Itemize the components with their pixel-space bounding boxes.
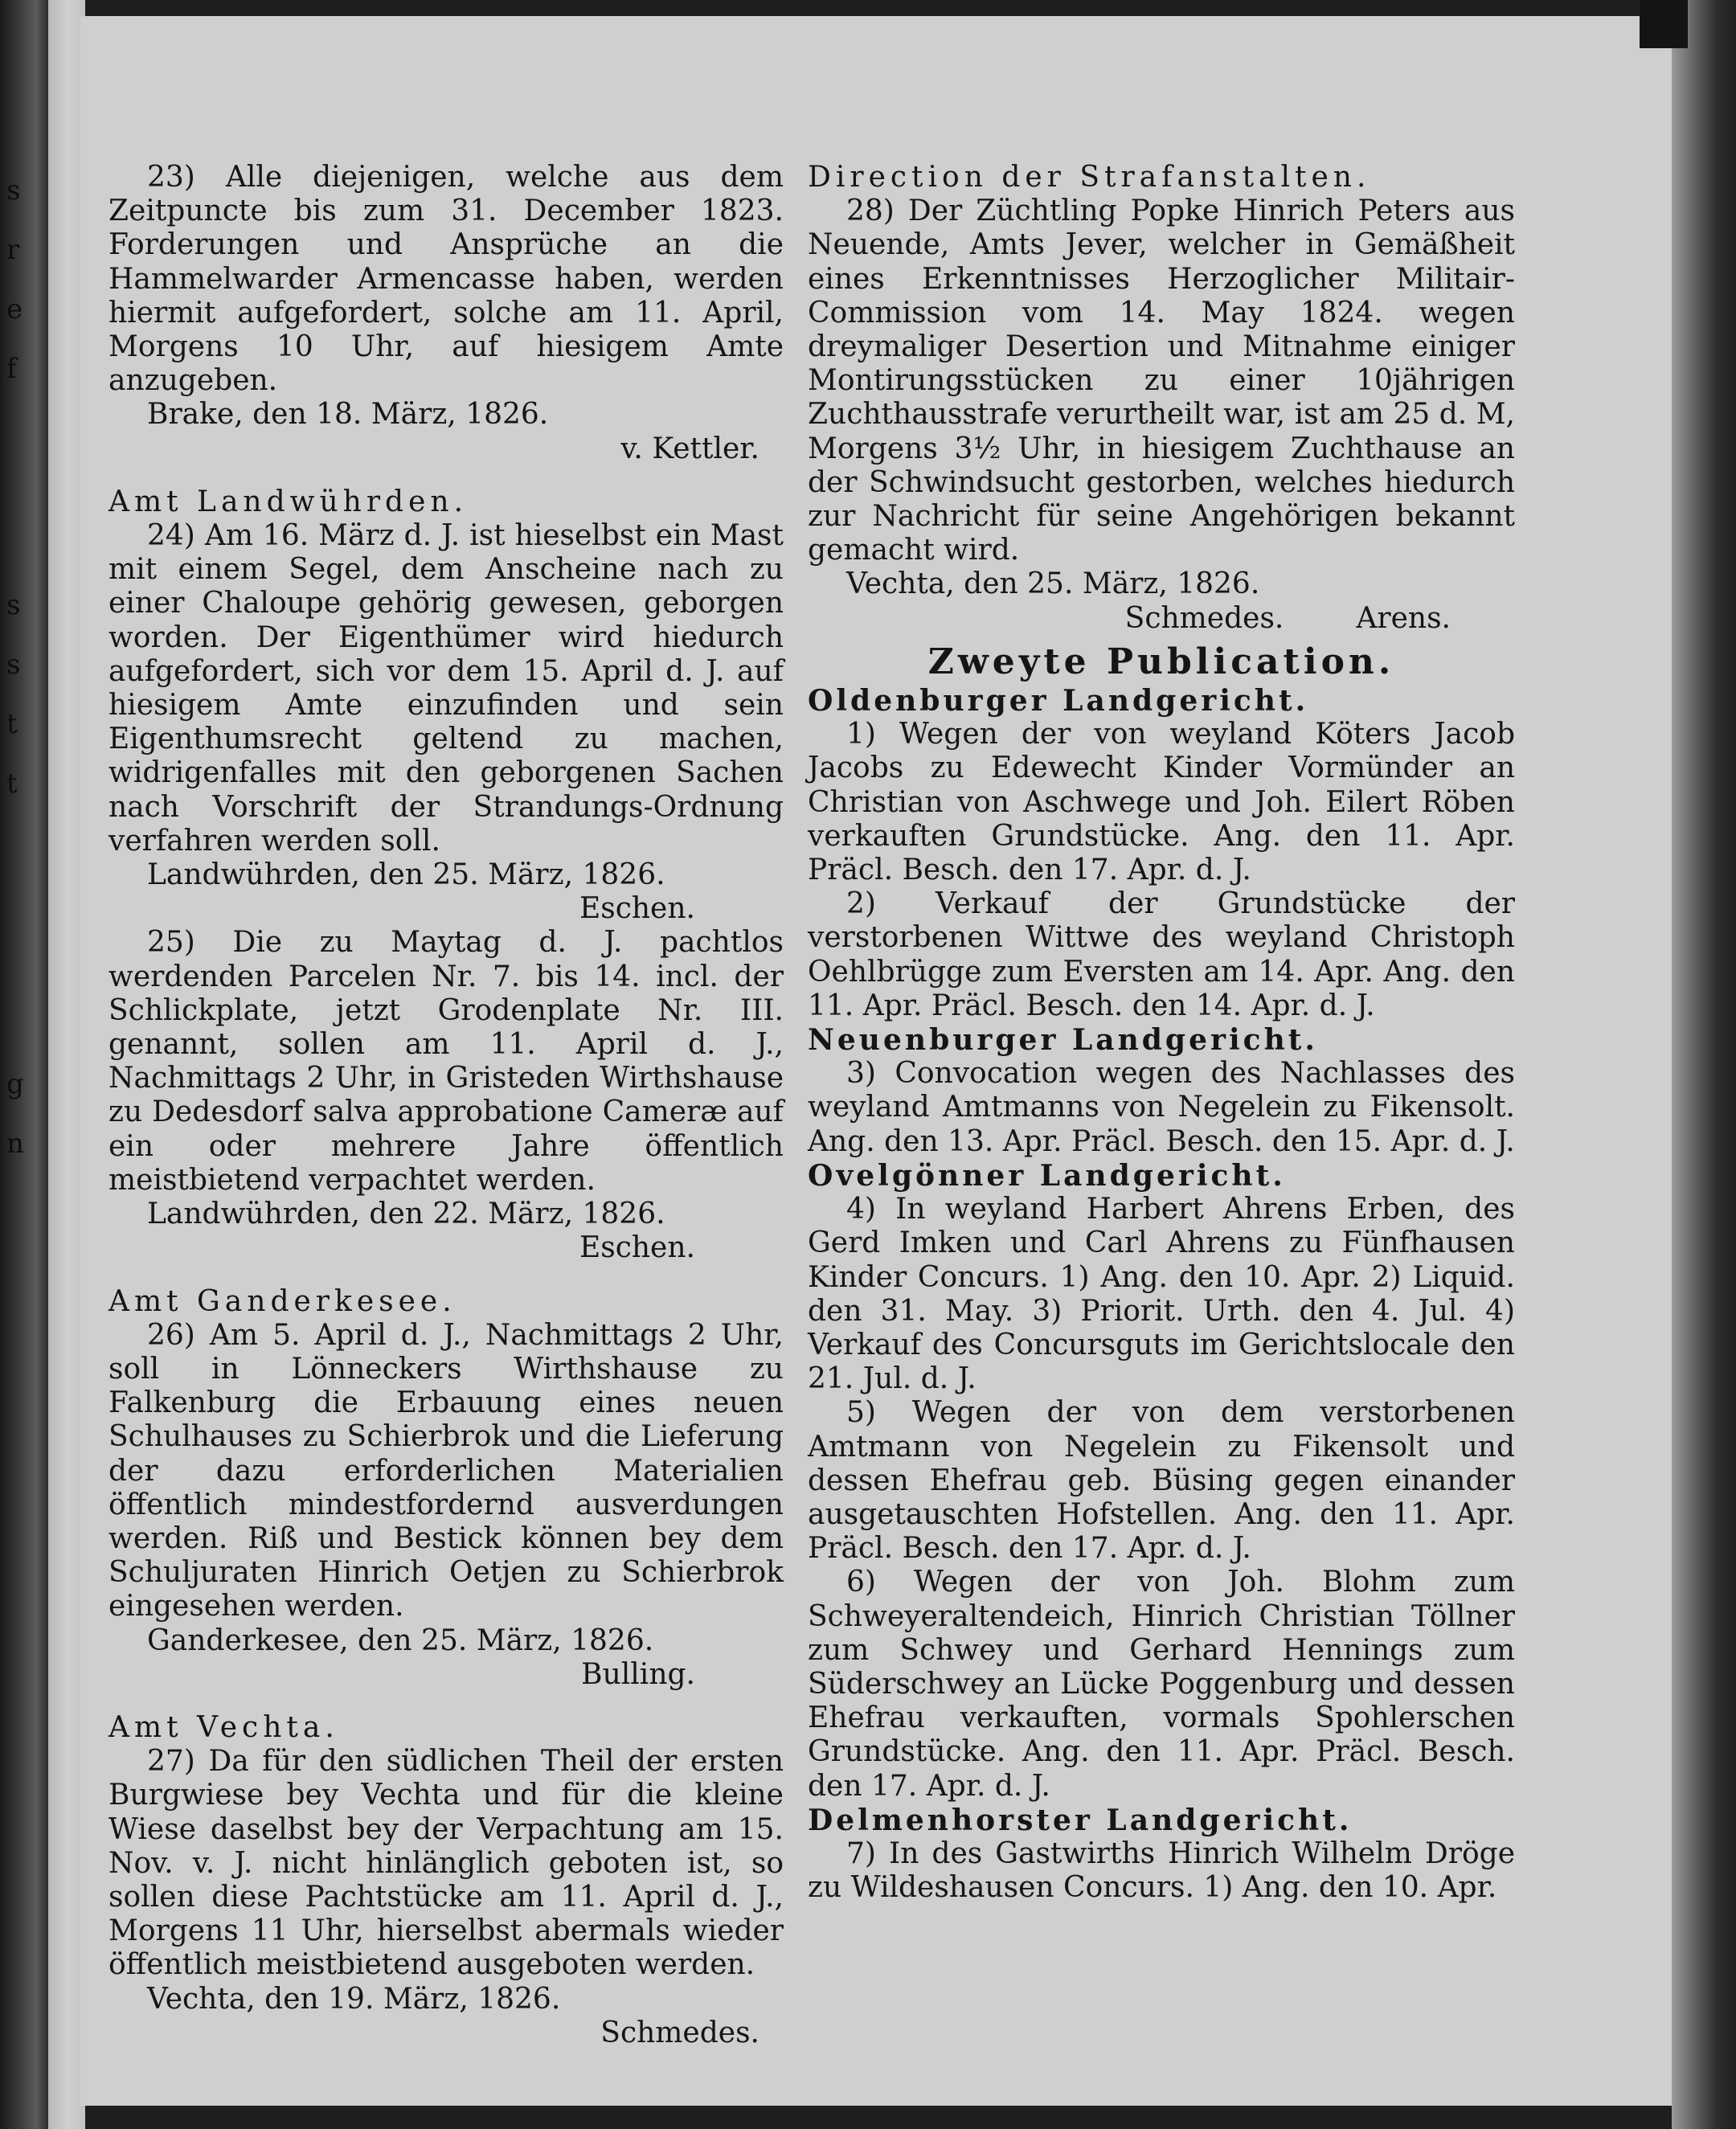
entry-23-date: Brake, den 18. März, 1826. [147,398,549,432]
prev-letter: r [6,234,20,266]
top-corner-shadow [1640,0,1688,48]
right-column [808,161,1515,1905]
entry-26: 26) Am 5. April d. J., Nachmittags 2 Uhr, soll in Lönneckers Wirthshause zu Falkenburg die Erbauung eines neuen Schulhauses zu Schierbrok und die Lieferung der dazu erforderlichen Materialien öffentlich mindestfordernd ausverdungen werden. Riß und Bestick können bey dem Schuljuraten Hinrich Oetjen zu Schierbrok eingesehen werden. [108,1318,784,1623]
entry-26-date: Ganderkesee, den 25. März, 1826. [147,1623,654,1657]
entry-26-signature: Bulling. [581,1657,695,1691]
entry-28: 28) Der Züchtling Popke Hinrich Peters aus Neuende, Amts Jever, welcher in Gemäßheit eines Erkenntnisses Herzoglicher Militair-Commission vom 14. May 1824. wegen dreymaliger Desertion und Mitnahme einiger Montirungsstücken zu einer 10jährigen Zuchthausstrafe verurtheilt war, ist am 25 d. M, Morgens 3½ Uhr, in hiesigem Zuchthause an der Schwindsucht gestorben, welches hiedurch zur Nachricht für seine Angehörigen bekannt gemacht wird. [808,194,1515,567]
heading-amt-ganderkesee: Amt Ganderkesee. [108,1284,457,1318]
prev-letter: n [6,1128,24,1160]
entry-25: 25) Die zu Maytag d. J. pachtlos werdenden Parcelen Nr. 7. bis 14. incl. der Schlickplate, jetzt Grodenplate Nr. III. genannt, sollen am 11. April d. J., Nachmittags 2 Uhr, in Gristeden Wirthshause zu Dedesdorf salva approbatione Cameræ auf ein oder mehrere Jahre öffentlich meistbietend verpachtet werden. [108,926,784,1197]
entry-27-signature: Schmedes. [600,2016,760,2049]
heading-delmenhorster-landgericht: Delmenhorster Landgericht. [808,1803,1353,1837]
heading-amt-vechta: Amt Vechta. [108,1710,339,1744]
entry-25-date: Landwührden, den 22. März, 1826. [147,1198,665,1231]
prev-letter: e [6,293,23,325]
entry-23: 23) Alle diejenigen, welche aus dem Zeitpuncte bis zum 31. December 1823. Forderungen und Ansprüche an die Hammelwarder Armencasse haben, werden hiermit aufgefordert, solche am 11. April, Morgens 10 Uhr, auf hiesigem Amte anzugeben. [108,161,784,398]
prev-letter: s [6,649,21,681]
publication-3: 3) Convocation wegen des Nachlasses des weyland Amtmanns von Negelein zu Fikensolt. Ang. den 13. Apr. Präcl. Besch. den 15. Apr. d. J. [808,1057,1515,1158]
entry-24-date: Landwührden, den 25. März, 1826. [147,858,665,892]
previous-page-letters [6,161,24,1173]
heading-zweyte-publication: Zweyte Publication. [927,641,1395,682]
entry-28-signature-schmedes: Schmedes. [1124,601,1284,635]
page-right-edge [1672,0,1736,2129]
prev-letter: t [6,768,18,800]
prev-letter: t [6,708,18,740]
entry-27: 27) Da für den südlichen Theil der ersten Burgwiese bey Vechta und für die kleine Wiese daselbst bey der Verpachtung am 15. Nov. v. J. nicht hinlänglich geboten ist, so sollen diese Pachtstücke am 11. April d. J., Morgens 11 Uhr, hierselbst abermals wieder öffentlich meistbietend ausgeboten werden. [108,1745,784,1982]
publication-4: 4) In weyland Harbert Ahrens Erben, des Gerd Imken und Carl Ahrens zu Fünfhausen Kinder Concurs. 1) Ang. den 10. Apr. 2) Liquid. den 31. May. 3) Priorit. Urth. den 4. Jul. 4) Verkauf des Concursguts im Gerichtslocale den 21. Jul. d. J. [808,1193,1515,1396]
prev-letter: s [6,589,21,621]
entry-24-signature: Eschen. [579,892,695,926]
publication-2: 2) Verkauf der Grundstücke der verstorbenen Wittwe des weyland Christoph Oehlbrügge zum Eversten am 14. Apr. Ang. den 11. Apr. Präcl. Besch. den 14. Apr. d. J. [808,887,1515,1022]
heading-neuenburger-landgericht: Neuenburger Landgericht. [808,1023,1318,1058]
entry-23-signature: v. Kettler. [620,432,760,465]
heading-amt-landwuehrden: Amt Landwührden. [108,485,469,518]
prev-letter: g [6,1068,24,1100]
publication-7: 7) In des Gastwirths Hinrich Wilhelm Dröge zu Wildeshausen Concurs. 1) Ang. den 10. Apr. [808,1836,1515,1905]
left-column [108,161,784,2050]
heading-direction-strafanstalten: Direction der Strafanstalten. [808,161,1371,194]
entry-27-date: Vechta, den 19. März, 1826. [147,1982,561,2016]
prev-letter: s [6,174,21,207]
entry-28-signature-arens: Arens. [1356,601,1451,635]
entry-28-date: Vechta, den 25. März, 1826. [846,567,1260,601]
publication-5: 5) Wegen der von dem verstorbenen Amtmann von Negelein zu Fikensolt und dessen Ehefrau geb. Büsing gegen einander ausgetauschten Hofstellen. Ang. den 11. Apr. Präcl. Besch. den 17. Apr. d. J. [808,1396,1515,1566]
prev-letter: f [6,353,17,385]
entry-24: 24) Am 16. März d. J. ist hieselbst ein Mast mit einem Segel, dem Anscheine nach zu einer Chaloupe gehörig gewesen, geborgen worden. Der Eigenthümer wird hiedurch aufgefordert, sich vor dem 15. April d. J. auf hiesigem Amte einzufinden und sein Eigenthumsrecht geltend zu machen, widrigenfalles mit den geborgenen Sachen nach Vorschrift der Strandungs-Ordnung verfahren werden soll. [108,519,784,858]
publication-6: 6) Wegen der von Joh. Blohm zum Schweyeraltendeich, Hinrich Christian Töllner zum Schwey und Gerhard Hennings zum Süderschwey an Lücke Poggenburg und dessen Ehefrau verkauften, vormals Spohlerschen Grundstücke. Ang. den 11. Apr. Präcl. Besch. den 17. Apr. d. J. [808,1566,1515,1803]
heading-oldenburger-landgericht: Oldenburger Landgericht. [808,684,1309,719]
publication-1: 1) Wegen der von weyland Köters Jacob Jacobs zu Edewecht Kinder Vormünder an Christian von Aschwege und Joh. Eilert Röben verkauften Grundstücke. Ang. den 11. Apr. Präcl. Besch. den 17. Apr. d. J. [808,718,1515,887]
entry-28-signatures [808,602,1515,636]
entry-25-signature: Eschen. [579,1231,695,1265]
heading-ovelgoenner-landgericht: Ovelgönner Landgericht. [808,1158,1286,1193]
